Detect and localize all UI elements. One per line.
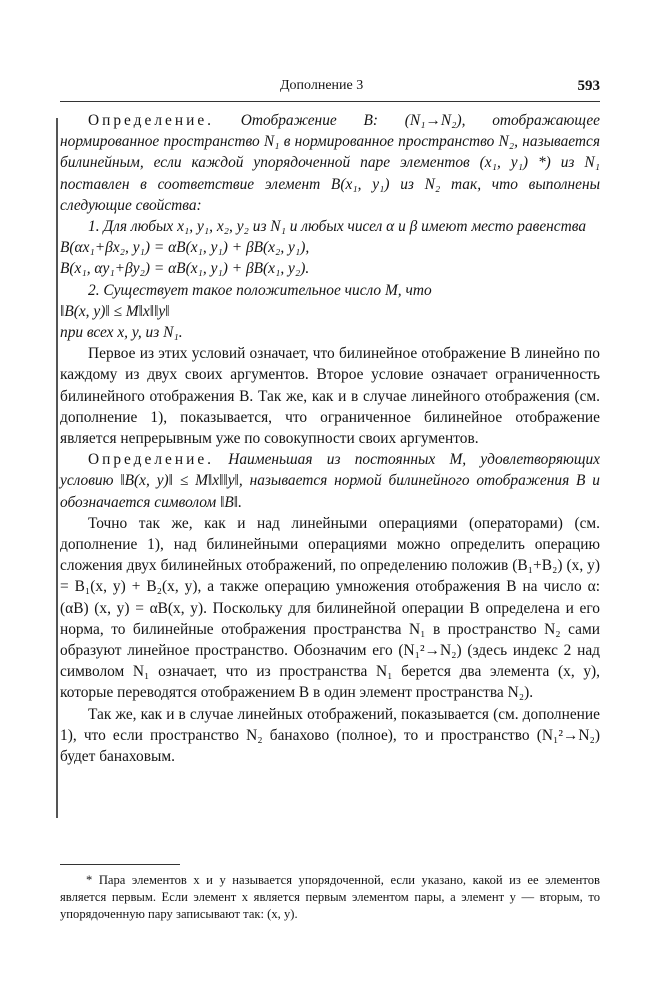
page-number: 593	[577, 78, 600, 94]
running-header	[60, 78, 600, 100]
definition-text: Наименьшая из постоянных M, удовлетворяющих условию ‖B(x, y)‖ ≤ M‖x‖‖y‖, называется нормой билинейного отображения B и обозначается символом ‖B‖.	[60, 451, 600, 511]
definition-text: Отображение B: (N₁→N₂), отображающее нормированное пространство N₁ в нормированное пространство N₂, называется билинейным, если каждой упорядоченной паре элементов (x₁, y₁) *) из N₁ поставлен в соответствие элемент B(x₁, y₁) из N₂ так, что выполнены следующие свойства:	[60, 112, 600, 214]
paragraph-banach: Так же, как и в случае линейных отображений, показывается (см. дополнение 1), что если пространство N₂ банахово (полное), то и пространство (N₁²→N₂) будет банаховым.	[60, 705, 600, 766]
footnote-rule	[60, 864, 180, 865]
definition-lead: Определение.	[88, 112, 214, 129]
footnote	[60, 872, 600, 923]
definition-bilinear	[60, 110, 600, 216]
margin-bar	[56, 118, 58, 818]
paragraph-operations: Точно так же, как и над линейными операциями (операторами) (см. дополнение 1), над билинейными операциями можно определить операцию сложения двух билинейных отображений, по определению положив (B₁+B₂) (x, y) = B₁(x, y) + B₂(x, y), а также операцию умножения отображения B на число α: (αB) (x, y) = αB(x, y). Поскольку для билинейной операции B определена и его норма, то билинейные отображения пространства N₁ в пространство N₂ сами образуют линейное пространство. Обозначим его (N₁²→N₂) (здесь индекс 2 над символом N₁ означает, что из пространства N₁ берется два элемента (x, y), которые переводятся отображением B в один элемент пространства N₂).	[60, 514, 600, 702]
paragraph-continuity: Первое из этих условий означает, что билинейное отображение B линейно по каждому из двух своих аргументов. Второе условие означает ограниченность билинейного отображения B. Так же, как и в случае линейного отображения (см. дополнение 1), показывается, что ограниченное билинейное отображение является непрерывным уже по совокупности своих аргументов.	[60, 345, 600, 448]
condition-2-tail: при всех x, y, из N₁.	[60, 324, 183, 342]
formula-linearity-y: B(x₁, αy₁+βy₂) = αB(x₁, y₁) + βB(x₁, y₂).	[60, 260, 310, 278]
condition-2: 2. Существует такое положительное число M, что	[88, 281, 432, 299]
formula-linearity-x: B(αx₁+βx₂, y₁) = αB(x₁, y₁) + βB(x₂, y₁),	[60, 239, 310, 257]
main-text	[60, 110, 600, 767]
header-rule	[60, 101, 600, 102]
definition-lead: Определение.	[88, 451, 214, 469]
footnote-text: * Пара элементов x и y называется упорядоченной, если указано, какой из ее элементов является первым. Если элемент x является первым элементом пары, а элемент y — вторым, то упорядоченную пару записывают так: (x, y).	[60, 873, 600, 921]
condition-1: 1. Для любых x₁, y₁, x₂, y₂ из N₁ и любых чисел α и β имеют место равенства	[88, 218, 587, 236]
definition-norm	[60, 449, 600, 513]
running-title: Дополнение 3	[280, 78, 364, 93]
formula-bound: ‖B(x, y)‖ ≤ M‖x‖‖y‖	[60, 302, 170, 320]
